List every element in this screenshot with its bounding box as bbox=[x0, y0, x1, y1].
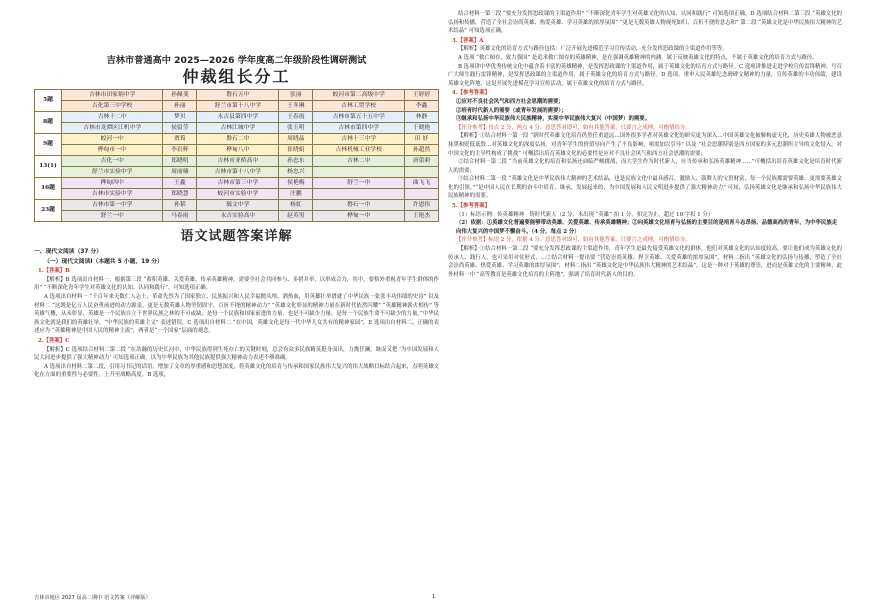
assignment-row bbox=[35, 178, 439, 189]
q4-answer: 4.【参考答案】 bbox=[452, 90, 490, 97]
q4-scoring: 【评分参考】每点 2 分，两点 4 分。意思答对即可，如有其他答案，只要言之成理，可酌情给分。 bbox=[456, 124, 691, 131]
question-label: 16题 bbox=[35, 178, 62, 200]
teacher-cell: 于晓艳 bbox=[405, 123, 439, 134]
school-cell: 蛟河市第二高级中学 bbox=[313, 90, 405, 101]
school-cell: 吉林市实验中学 bbox=[62, 189, 163, 200]
school-cell: 吉化一中 bbox=[62, 156, 163, 167]
school-cell: 吉林工贸学校 bbox=[313, 101, 405, 112]
assignment-row bbox=[35, 134, 439, 145]
school-cell: 永吉实验高中 bbox=[197, 211, 279, 222]
teacher-cell: 唐蕾莉 bbox=[405, 156, 439, 167]
teacher-cell: 王艳杰 bbox=[405, 211, 439, 222]
teacher-cell: 杨忠兴 bbox=[279, 167, 313, 178]
assignment-title: 仲裁组长分工 bbox=[182, 67, 291, 86]
assignment-row bbox=[35, 167, 439, 178]
assignment-row bbox=[35, 101, 439, 112]
teacher-cell: 孙超然 bbox=[405, 145, 439, 156]
teacher-cell: 孙忠东 bbox=[279, 156, 313, 167]
school-cell: 吉林市龙潭区江机中学 bbox=[62, 123, 163, 134]
question-label: 9题 bbox=[35, 134, 62, 156]
q4-analysis-3: ③结合材料二第一段 “英雄文化是中华民族伟大精神的艺术结晶，也是民族文化中最具感召、激励人、鼓舞人的宝贵财富，每一个民族都需要英雄，更需要英雄文化的引领。”“是中国人民在长期的奋斗中培育、继承、发展起来的，为中国发展和人民文明进步提供了强大精神动力” 可知，弘扬英雄文化是继承和弘扬中华民族伟大民族精神的需要。 bbox=[448, 176, 842, 200]
teacher-cell: 崔晓娟 bbox=[279, 145, 313, 156]
school-cell: 舒兰市实验中学 bbox=[62, 167, 163, 178]
teacher-cell: 杨虹 bbox=[279, 200, 313, 211]
q5-analysis: 【解析】①结合材料一第二段 “要充分发挥思政课的主渠道作用，青年学生是最先接受英雄文化的群体，他们对英雄文化的认知度较高，要让他们成为英雄文化的传承人、践行人，也可采用对仗形式，…②结合材料一提出要 “营造崇尚英雄、捍卫英雄、关爱英雄的浓厚氛围”，材料二指出 “英雄文化的弘扬与传播，塑造了全社会崇尚英雄、热爱英雄、学习英雄的浓厚氛围”，材料二指出 “英雄文化是中华民族伟大精神的艺术结晶”，这是一种对于英雄的尊崇，进而是英雄文化的主要精神，此外材料一中 “高等教育是英雄文化培育的主阵地”，强调了培育时代新人的目的。 bbox=[448, 246, 842, 278]
assignment-row bbox=[35, 145, 439, 156]
school-cell: 磐石五中 bbox=[197, 90, 279, 101]
assignment-row bbox=[35, 156, 439, 167]
q5-scoring: 【评分参考】标语 2 分，依据 4 分。意思答对即可，如有其他答案，只要言之成理，可酌情给分。 bbox=[456, 237, 691, 244]
teacher-cell: 周晓晶 bbox=[279, 134, 313, 145]
school-cell: 吉林市第一中学 bbox=[62, 200, 163, 211]
q4-point-3: ③继承和弘扬中华民族伟大民族精神，实现中华民族伟大复兴（中国梦）的需要。 bbox=[456, 116, 651, 123]
teacher-cell: 侯留莹 bbox=[163, 123, 197, 134]
teacher-cell: 侯艳梅 bbox=[279, 178, 313, 189]
left-column bbox=[34, 44, 439, 380]
question-label: 13(1) bbox=[35, 156, 62, 178]
assignment-row bbox=[35, 211, 439, 222]
q3-option-bcd: B 选项讲中华优秀传统文化中蕴含着丰富的英雄精神，是发挥思政课的主渠道作用，属于英雄文化的培育方式与路径。C 选项讲推进走进学校宣传雷锋精神、号召广大师生践行雷锋精神，是发挥思政课的主渠道作用，属于英雄文化的培育方式与路径。D 选项，重申人民英雄纪念碑碑文精神的力量，宣传英雄的丰功伟绩，建设英雄文化阵地，这是开展先进模范学习宣传活动，属于英雄文化的培育方式与路径。 bbox=[448, 63, 842, 87]
question-label: 5题 bbox=[35, 90, 62, 112]
school-cell: 桦甸一中 bbox=[313, 211, 405, 222]
teacher-cell: 贾筠 bbox=[163, 134, 197, 145]
teacher-cell bbox=[405, 167, 439, 178]
assignment-row bbox=[35, 189, 439, 200]
school-cell: 吉林市第五十五中学 bbox=[313, 112, 405, 123]
assignment-row bbox=[35, 90, 439, 101]
q5-answer: 5.【参考答案】 bbox=[452, 203, 490, 210]
school-cell: 桦甸市一中 bbox=[62, 145, 163, 156]
school-cell: 吉林二中 bbox=[313, 156, 405, 167]
teacher-cell: 曲飞飞 bbox=[405, 178, 439, 189]
teacher-cell: 梦贝 bbox=[163, 112, 197, 123]
q2-analysis: 【解析】C 选项结合材料二第二段 “在浩瀚的历史长河中，中华民族得到生死存亡的关键时刻，总会有众多民族精英挺身而出，力挽狂澜，继而又把 ‘为中国发展和人民大同进步提供了强大精神动力’ 可知选项正确，以为中华民族为其他民族提供强大精神动力表述不够准确。 bbox=[34, 346, 439, 362]
assignment-row bbox=[35, 112, 439, 123]
school-cell: 吉林十三中学 bbox=[313, 134, 405, 145]
footer-text: 吉林市地区 2027 届高二期中 语文答案（详解版） bbox=[34, 595, 151, 601]
assignment-table bbox=[34, 89, 439, 222]
q4-point-2: ②培育时代新人的需要（或青年发展的需要）； bbox=[456, 107, 567, 114]
school-cell: 桦甸四中 bbox=[62, 178, 163, 189]
teacher-cell: 王春霞 bbox=[279, 112, 313, 123]
q2-analysis-tail: 结合材料一第三段 “要充分发挥思政课的主渠道作用” “不断深化青年学生对英雄文化的认知、认同和践行” 可知选项正确。D 选项结合材料二第三段 “英雄文化的弘扬和传播，营造了全社会崇尚英雄、热爱英雄、学习英雄的浓厚氛围” “更是无数英雄人物视死如归、百折不挠的意志和” 第二段 “英雄文化是中华民族伟大精神的艺术结晶” 可知选项正确。 bbox=[448, 11, 842, 35]
teacher-cell: 王鑫 bbox=[163, 178, 197, 189]
teacher-cell: 郑晓明 bbox=[163, 156, 197, 167]
q4-analysis-2: ②结合材料一第二段 “当前英雄文化的培育和弘扬还面临严峻挑战，而大学生作为时代新人，应当传承和弘扬英雄精神……”可概括出培育英雄文化是培育时代新人的需要； bbox=[448, 159, 842, 174]
school-cell: 吉林市第四中学 bbox=[313, 123, 405, 134]
q1-analysis: 【解析】B 选项出自材料一，根据第三段 “蓄积英雄、关爱英雄，传承英雄精神，需要全社会共同参与、多措并举，以形成合力，其中，要格外重视青年学生群体的作用” “不断深化青年学生对英雄文化的认知、认同和践行”，可知选项正确。 bbox=[34, 276, 439, 292]
teacher-cell bbox=[405, 189, 439, 200]
school-cell: 吉林市田家炳中学 bbox=[62, 90, 163, 101]
school-cell: 舒兰一中 bbox=[62, 211, 163, 222]
assignment-row bbox=[35, 123, 439, 134]
teacher-cell: 张丽 bbox=[279, 90, 313, 101]
teacher-cell: 孙佩斐 bbox=[163, 90, 197, 101]
school-cell: 永吉县第四中学 bbox=[197, 112, 279, 123]
exam-header: 吉林市普通高中 2025—2026 学年度高二年级阶段性调研测试 bbox=[106, 55, 367, 66]
teacher-cell: 孙丽 bbox=[163, 101, 197, 112]
teacher-cell: 李鑫 bbox=[405, 101, 439, 112]
q3-analysis: 【解析】英雄文化的培育方式与路径包括：广泛开展先进模范学习宣传活动，充分发挥思政课的主渠道作用等等。 bbox=[458, 46, 728, 53]
school-cell: 吉林市第三中学 bbox=[197, 178, 279, 189]
school-cell: 吉化第三中学校 bbox=[62, 101, 163, 112]
q3-option-a: A 选项 “救亡图存、致力强国” 是追求救亡图存的英雄精神，是在强调英雄精神的内涵，属于反映英雄文化的特点，不属于英雄文化的培育方式与路径。 bbox=[458, 54, 818, 61]
teacher-cell: 王婷婷 bbox=[405, 90, 439, 101]
teacher-cell: 张玉明 bbox=[279, 123, 313, 134]
q5-slogan: （1）标语示例：传英雄精神 铸时代新人（2 分，未出现 “英雄” 扣 1 分，扣完为止，超过 10 字扣 1 分） bbox=[456, 211, 714, 218]
teacher-cell: 田 妤 bbox=[405, 134, 439, 145]
school-cell: 毓文中学 bbox=[197, 200, 279, 211]
school-cell: 蛟河市实验中学 bbox=[197, 189, 279, 200]
school-cell: 吉林江城中学 bbox=[197, 123, 279, 134]
school-cell: 吉林十二中 bbox=[62, 112, 163, 123]
question-label: 8题 bbox=[35, 112, 62, 134]
school-cell: 吉林市亚桥高中 bbox=[197, 156, 279, 167]
teacher-cell: 庄鹏 bbox=[279, 189, 313, 200]
teacher-cell: 赵英男 bbox=[279, 211, 313, 222]
school-cell: 磐石二中 bbox=[197, 134, 279, 145]
school-cell: 吉林市第十八中学 bbox=[197, 167, 279, 178]
teacher-cell: 周丽楠 bbox=[163, 167, 197, 178]
q4-point-1: ①应对不良社会风气和西方社会思潮的需要； bbox=[456, 98, 564, 105]
q3-answer: 3.【答案】A bbox=[452, 37, 484, 44]
q2-analysis-cont: A 选项出自材料二第二段，引用习书记的话语，增加了文章的厚重感和思想深度，将英雄文化的培育与传承和国家民族伟大复兴的伟大战略目标结合起来，点明英雄文化在方面的重要性与必要性，上升至战略高度。B 选项， bbox=[34, 363, 439, 379]
subsection-heading: （一）现代文阅读Ⅰ（本题共 5 小题，19 分） bbox=[44, 258, 163, 265]
school-cell: 桦甸八中 bbox=[197, 145, 279, 156]
teacher-cell: 许恩伟 bbox=[405, 200, 439, 211]
assignment-row bbox=[35, 200, 439, 211]
school-cell: 磐石一中 bbox=[313, 200, 405, 211]
answers-title: 语文试题答案详解 bbox=[180, 229, 293, 244]
q2-answer: 2.【答案】C bbox=[38, 337, 70, 344]
teacher-cell: 孙韬 bbox=[163, 200, 197, 211]
teacher-cell: 郑晓慧 bbox=[163, 189, 197, 200]
q1-analysis-cont: A 选项出自材料一 “千百年来无数仁人志士、革命先烈为了国家独立、民族振兴和人民幸福抛头颅、洒热血，用英雄壮举谱就了中华民族一张张丰功伟绩的史诗” 以及材料二 “这既是亿万人民奋勇前进的动力源泉，更是无数英雄人物坚韧固守、百折不挠的精神动力” “英雄文化彰显的精神力量在新时代依然闪耀” “英雄精神薪火相传” 等英雄气概，从未彰显，英雄是一个民族自立于世界民族之林的不可或缺，是每一个民族和国家前进的力量，也是不可缺少力量，是每一个民族生命不可缺少的力量。”中华民族文化就是我们的英雄壮举，“中华民族的英雄主义” 表述错误，C 选项出自材料二 “在中国，英雄文化是每一代中华儿女共有的精神家园”，E 选项出自材料二，正确的表述应为 “英雄精神是中国人民的精神主流”，两者是“一个国家”层面的观念。 bbox=[34, 293, 439, 335]
teacher-cell: 林静 bbox=[405, 112, 439, 123]
school-cell: 蛟河一中 bbox=[62, 134, 163, 145]
school-cell: 舒兰市第十八中学 bbox=[197, 101, 279, 112]
school-cell bbox=[313, 167, 405, 178]
teacher-cell: 李岩辉 bbox=[163, 145, 197, 156]
question-label: 23题 bbox=[35, 200, 62, 222]
q4-analysis-1: 【解析】①结合材料一第一段 “新时代英雄文化培育仍然任重道远…国外很多学者对英雄文化的研究更为深入…中国英雄文化被解构虚无化，历史英雄人物被恶意抹黑和贬低诋毁…对英雄文化的深度弘扬，对青年学生的价值导向产生了不良影响，亟需加以引导” 以及 “社会思潮特别是西方国家的多元思潮所主导的文化侵入，对中国文化的主导性构成了挑战” 可概括出培育英雄文化的必要性是应对不良社会风气和西方社会思潮的需要； bbox=[448, 133, 842, 157]
teacher-cell: 王冬琳 bbox=[279, 101, 313, 112]
teacher-cell: 马春雨 bbox=[163, 211, 197, 222]
right-column bbox=[448, 10, 842, 279]
q5-basis: （2）依据：①英雄文化普遍要能够带动英雄、关爱英雄、传承英雄精神；②向英雄文化培育与弘扬的主要目的是培育斗志昂扬、品德高尚的青年，为中华民族走向伟大复兴的中国梦不懈奋斗。（4 分，每点 2 分） bbox=[456, 220, 838, 235]
school-cell: 舒兰一中 bbox=[313, 178, 405, 189]
q1-answer: 1.【答案】B bbox=[38, 268, 70, 275]
school-cell: 吉林机械工业学校 bbox=[313, 145, 405, 156]
section-heading: 一、现代文阅读（37 分） bbox=[34, 249, 103, 255]
school-cell bbox=[313, 189, 405, 200]
page-number: 1 bbox=[432, 594, 436, 600]
